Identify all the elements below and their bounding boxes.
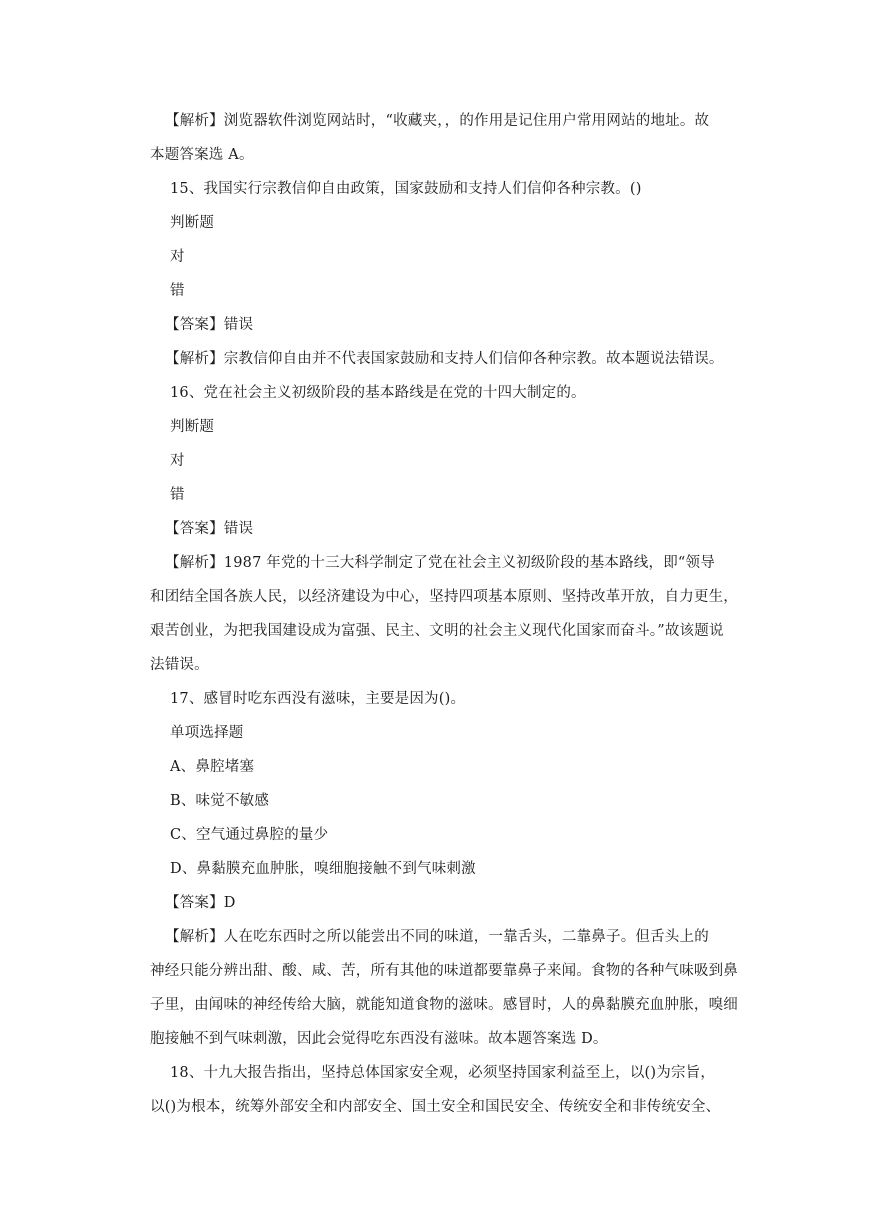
answer-q16: 【答案】错误 — [165, 521, 254, 537]
question-15-type: 判断题 — [170, 215, 215, 231]
question-17-option-a: A、鼻腔堵塞 — [170, 759, 255, 775]
explanation-q14-cont: 本题答案选 A。 — [150, 147, 254, 163]
question-17-option-c: C、空气通过鼻腔的量少 — [170, 827, 329, 843]
question-15-option-true: 对 — [170, 249, 185, 265]
explanation-q17-cont-3: 胞接触不到气味刺激，因此会觉得吃东西没有滋味。故本题答案选 D。 — [150, 1031, 608, 1047]
question-17: 17、感冒时吃东西没有滋味，主要是因为()。 — [170, 691, 466, 707]
explanation-q16: 【解析】1987 年党的十三大科学制定了党在社会主义初级阶段的基本路线，即“领导 — [165, 555, 715, 571]
explanation-q17-cont-1: 神经只能分辨出甜、酸、咸、苦，所有其他的味道都要靠鼻子来闻。食物的各种气味吸到鼻 — [150, 963, 738, 979]
explanation-q17: 【解析】人在吃东西时之所以能尝出不同的味道，一靠舌头，二靠鼻子。但舌头上的 — [165, 929, 709, 945]
question-15: 15、我国实行宗教信仰自由政策，国家鼓励和支持人们信仰各种宗教。() — [170, 181, 642, 197]
explanation-q17-cont-2: 子里，由闻味的神经传给大脑，就能知道食物的滋味。感冒时，人的鼻黏膜充血肿胀，嗅细 — [150, 997, 738, 1013]
explanation-q16-cont-2: 艰苦创业，为把我国建设成为富强、民主、文明的社会主义现代化国家而奋斗。”故该题说 — [150, 623, 724, 639]
question-17-type: 单项选择题 — [170, 725, 244, 741]
question-17-option-b: B、味觉不敏感 — [170, 793, 270, 809]
answer-q17: 【答案】D — [165, 895, 236, 911]
question-18: 18、十九大报告指出，坚持总体国家安全观，必须坚持国家利益至上，以()为宗旨， — [170, 1065, 716, 1081]
explanation-q15: 【解析】宗教信仰自由并不代表国家鼓励和支持人们信仰各种宗教。故本题说法错误。 — [165, 351, 724, 367]
explanation-q14: 【解析】浏览器软件浏览网站时，“收藏夹，，的作用是记住用户常用网站的地址。故 — [165, 113, 710, 129]
answer-q15: 【答案】错误 — [165, 317, 254, 333]
question-16-option-false: 错 — [170, 487, 185, 503]
question-16-option-true: 对 — [170, 453, 185, 469]
explanation-q16-cont-1: 和团结全国各族人民，以经济建设为中心，坚持四项基本原则、坚持改革开放，自力更生， — [150, 589, 738, 605]
question-18-cont: 以()为根本，统筹外部安全和内部安全、国土安全和国民安全、传统安全和非传统安全、 — [150, 1099, 721, 1115]
question-17-option-d: D、鼻黏膜充血肿胀，嗅细胞接触不到气味刺激 — [170, 861, 476, 877]
question-15-option-false: 错 — [170, 283, 185, 299]
question-16: 16、党在社会主义初级阶段的基本路线是在党的十四大制定的。 — [170, 385, 586, 401]
explanation-q16-cont-3: 法错误。 — [150, 657, 209, 673]
question-16-type: 判断题 — [170, 419, 215, 435]
